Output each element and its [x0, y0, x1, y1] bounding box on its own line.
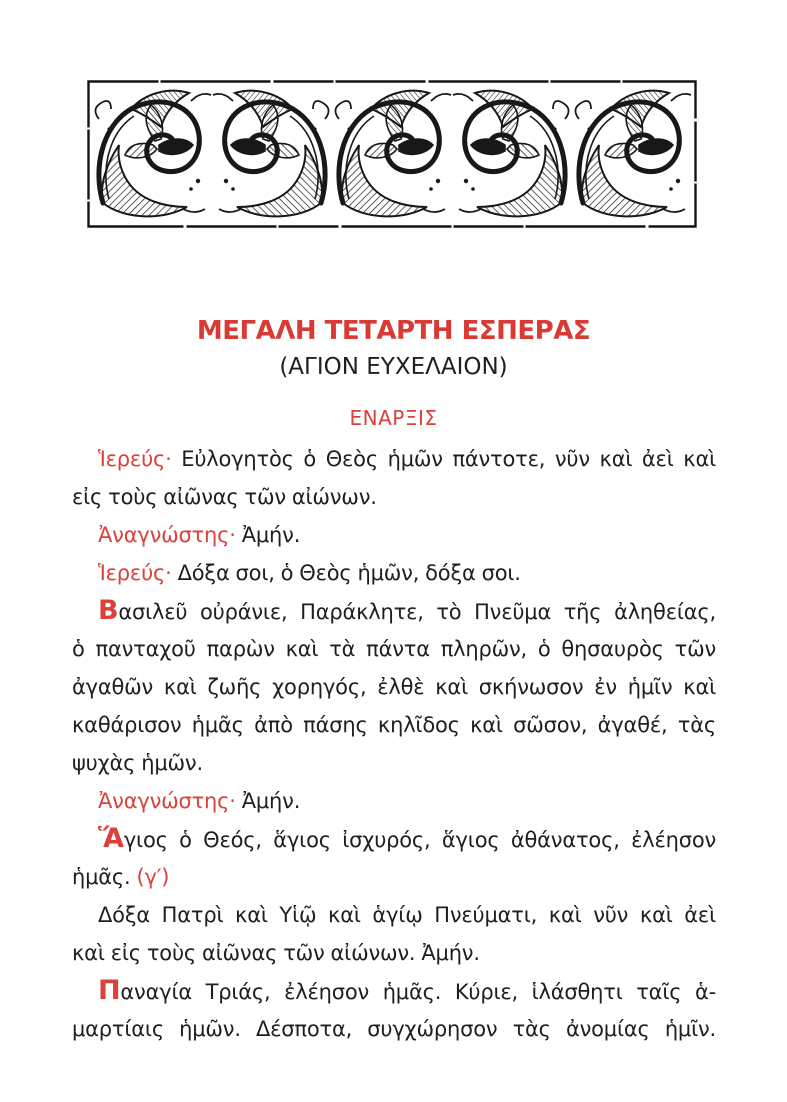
text-line	[72, 630, 716, 668]
text-line	[72, 972, 716, 1010]
floral-band-icon	[87, 80, 697, 228]
text-line	[72, 554, 716, 592]
drop-cap: Ἅ	[98, 823, 124, 854]
text-line	[72, 1010, 716, 1048]
text-line	[72, 440, 716, 478]
page-title: ΜΕΓΑΛΗ ΤΕΤΑΡΤΗ ΕΣΠΕΡΑΣ	[196, 316, 591, 346]
text-line	[72, 592, 716, 630]
text-line	[72, 858, 716, 896]
rubric-label: Ἀναγνώστης·	[98, 523, 236, 547]
text-line	[72, 934, 716, 972]
line-text: εἰς τοὺς αἰῶνας τῶν αἰώνων.	[72, 485, 377, 509]
liturgical-text	[72, 440, 716, 1048]
section-heading: ΕΝΑΡΞΙΣ	[349, 406, 438, 430]
line-text: καὶ εἰς τοὺς αἰῶνας τῶν αἰώνων. Ἀμήν.	[72, 941, 480, 965]
line-text: μαρτίαις ἡμῶν. Δέσποτα, συγχώρησον τὰς ἀνομίας ἡμῖν.	[72, 1017, 716, 1041]
text-line	[72, 478, 716, 516]
line-text: Δόξα Πατρὶ καὶ Υἱῷ καὶ ἁγίῳ Πνεύματι, καὶ νῦν καὶ ἀεὶ	[98, 903, 716, 927]
line-text: ψυχὰς ἡμῶν.	[72, 751, 203, 775]
text-line	[72, 820, 716, 858]
rubric-label: Ἱερεύς·	[98, 447, 172, 471]
rubric-label: Ἀναγνώστης·	[98, 789, 236, 813]
line-text: ὁ πανταχοῦ παρὼν καὶ τὰ πάντα πληρῶν, ὁ θησαυρὸς τῶν	[72, 637, 716, 661]
line-text: καθάρισον ἡμᾶς ἀπὸ πάσης κηλῖδος καὶ σῶσον, ἀγαθέ, τὰς	[72, 713, 716, 737]
rubric-suffix: (γ′)	[136, 865, 170, 889]
line-text: ἡμᾶς.	[72, 865, 137, 889]
text-line	[72, 706, 716, 744]
floral-engraving-ornament	[87, 80, 697, 228]
page-subtitle: (ΑΓΙΟΝ ΕΥΧΕΛΑΙΟΝ)	[279, 354, 508, 380]
text-line	[72, 782, 716, 820]
text-line	[72, 896, 716, 934]
rubric-label: Ἱερεύς·	[98, 561, 172, 585]
drop-cap: Π	[98, 975, 121, 1006]
text-line	[72, 516, 716, 554]
line-text: ασιλεῦ οὐράνιε, Παράκλητε, τὸ Πνεῦμα τῆς ἀληθείας,	[118, 600, 716, 624]
line-text: Δόξα σοι, ὁ Θεὸς ἡμῶν, δόξα σοι.	[171, 561, 521, 585]
line-text: Εὐλογητὸς ὁ Θεὸς ἡμῶν πάντοτε, νῦν καὶ ἀεὶ καὶ	[171, 447, 716, 471]
text-line	[72, 744, 716, 782]
line-text: αναγία Τριάς, ἐλέησον ἡμᾶς. Κύριε, ἱλάσθητι ταῖς ἁ-	[120, 980, 716, 1004]
line-text: ἀγαθῶν καὶ ζωῆς χορηγός, ἐλθὲ καὶ σκήνωσον ἐν ἡμῖν καὶ	[72, 675, 716, 699]
line-text: Ἀμήν.	[235, 523, 301, 547]
line-text: Ἀμήν.	[235, 789, 301, 813]
text-line	[72, 668, 716, 706]
line-text: γιος ὁ Θεός, ἅγιος ἰσχυρός, ἅγιος ἀθάνατος, ἐλέησον	[123, 828, 716, 852]
drop-cap: Β	[98, 595, 119, 626]
